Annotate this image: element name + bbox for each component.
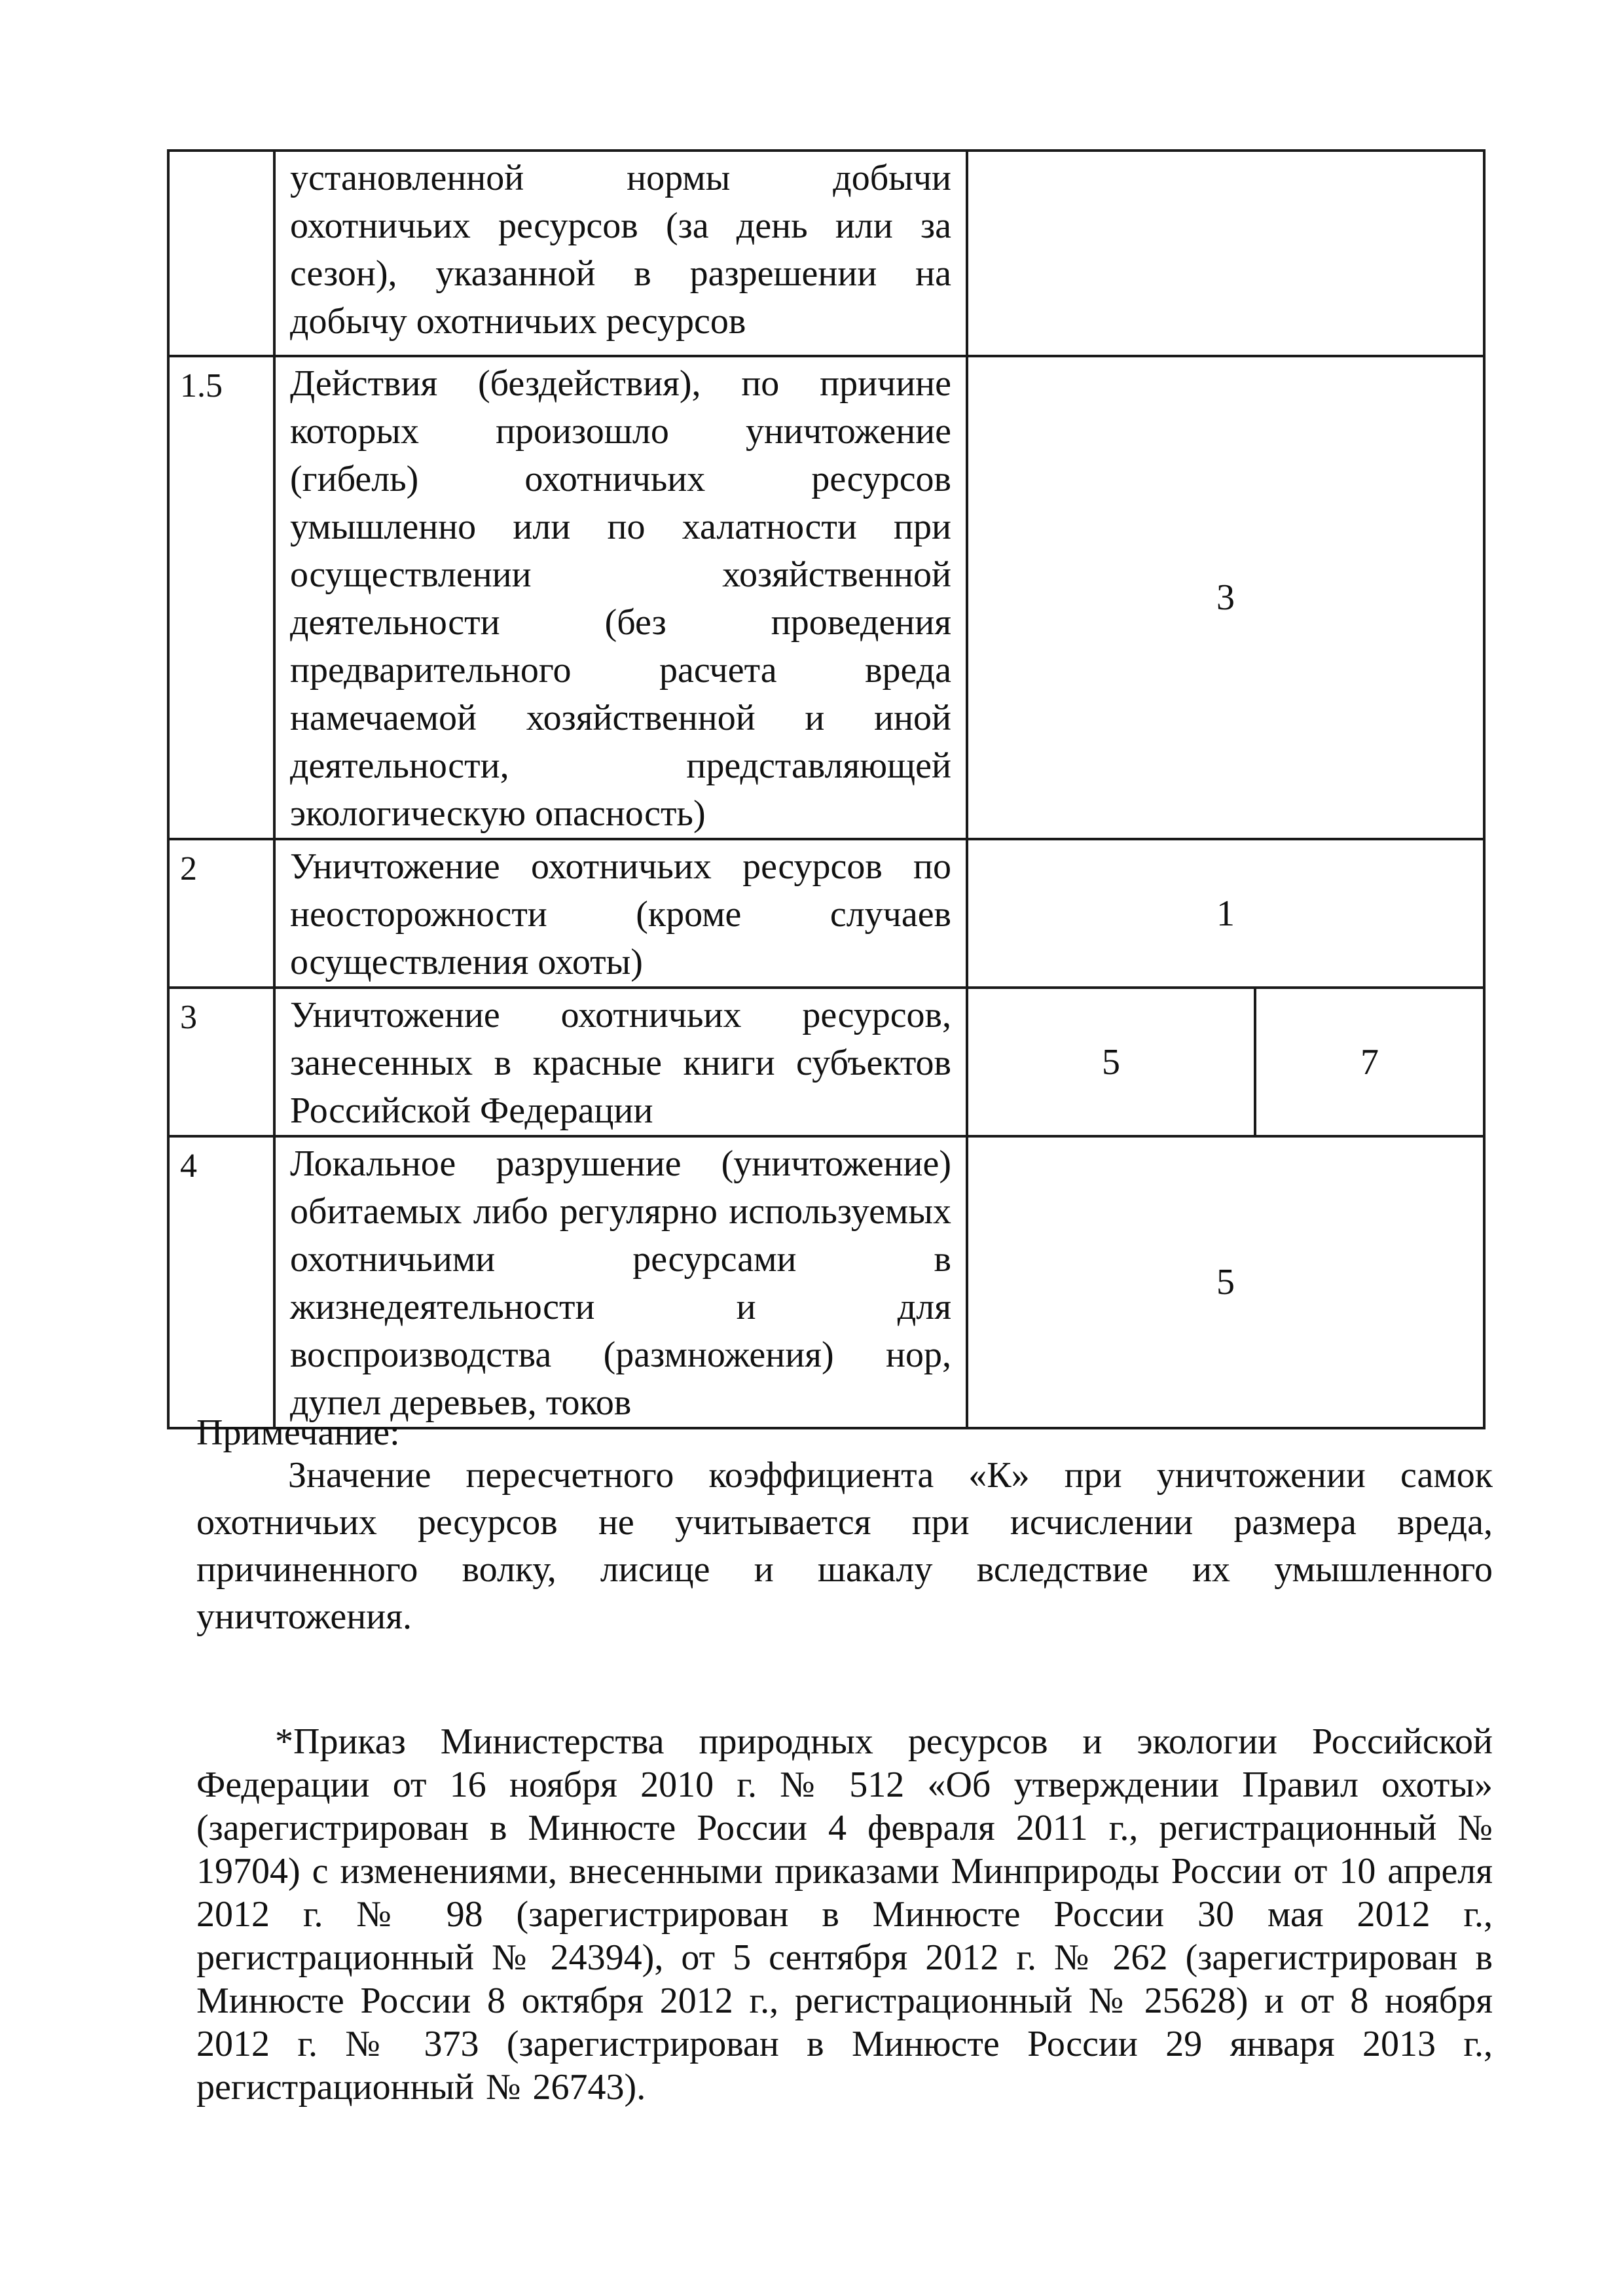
row-coefficient-b: 7: [1255, 988, 1484, 1136]
row-number: 2: [168, 839, 274, 988]
table-row: [168, 151, 1484, 356]
table-row: [168, 988, 1484, 1136]
row-number: 1.5: [168, 356, 274, 839]
row-description: Уничтожение охотничьих ресурсов по неосторожности (кроме случаев осуществления охоты): [274, 839, 967, 988]
row-number: 3: [168, 988, 274, 1136]
row-coefficient: 5: [967, 1136, 1484, 1428]
damage-coefficient-table: [167, 149, 1486, 1429]
table-row: [168, 356, 1484, 839]
row-coefficient: [967, 151, 1484, 356]
row-coefficient: 3: [967, 356, 1484, 839]
note-body: Значение пересчетного коэффициента «К» при уничтожении самок охотничьих ресурсов не учитывается при исчислении размера вреда, причиненного волку, лисице и шакалу вследствие их умышленного уничтожения.: [196, 1455, 1493, 1637]
row-description: Действия (бездействия), по причине которых произошло уничтожение (гибель) охотничьих ресурсов умышленно или по халатности при осуществлении хозяйственной деятельности (без проведения предварительного расчета вреда намечаемой хозяйственной и иной деятельности, представляющей экологическую опасность): [274, 356, 967, 839]
row-coefficient-a: 5: [967, 988, 1255, 1136]
row-description: Уничтожение охотничьих ресурсов, занесенных в красные книги субъектов Российской Федерации: [274, 988, 967, 1136]
row-coefficient: 1: [967, 839, 1484, 988]
table-row: [168, 839, 1484, 988]
row-description: Локальное разрушение (уничтожение) обитаемых либо регулярно используемых охотничьими ресурсами в жизнедеятельности и для воспроизводства (размножения) нор, дупел деревьев, токов: [274, 1136, 967, 1428]
row-description: установленной нормы добычи охотничьих ресурсов (за день или за сезон), указанной в разрешении на добычу охотничьих ресурсов: [274, 151, 967, 356]
table-row: [168, 1136, 1484, 1428]
row-number: 4: [168, 1136, 274, 1428]
note-title: Примечание:: [196, 1412, 400, 1453]
footnote: *Приказ Министерства природных ресурсов и экологии Российской Федерации от 16 ноября 2010 г. № 512 «Об утверждении Правил охоты» (зарегистрирован в Минюсте России 4 февраля 2011 г., регистрационный № 19704) с изменениями, внесенными приказами Минприроды России от 10 апреля 2012 г. № 98 (зарегистрирован в Минюсте России 30 мая 2012 г., регистрационный № 24394), от 5 сентября 2012 г. № 262 (зарегистрирован в Минюсте России 8 октября 2012 г., регистрационный № 25628) и от 8 ноября 2012 г. № 373 (зарегистрирован в Минюсте России 29 января 2013 г., регистрационный № 26743).: [196, 1721, 1493, 2108]
row-number: [168, 151, 274, 356]
